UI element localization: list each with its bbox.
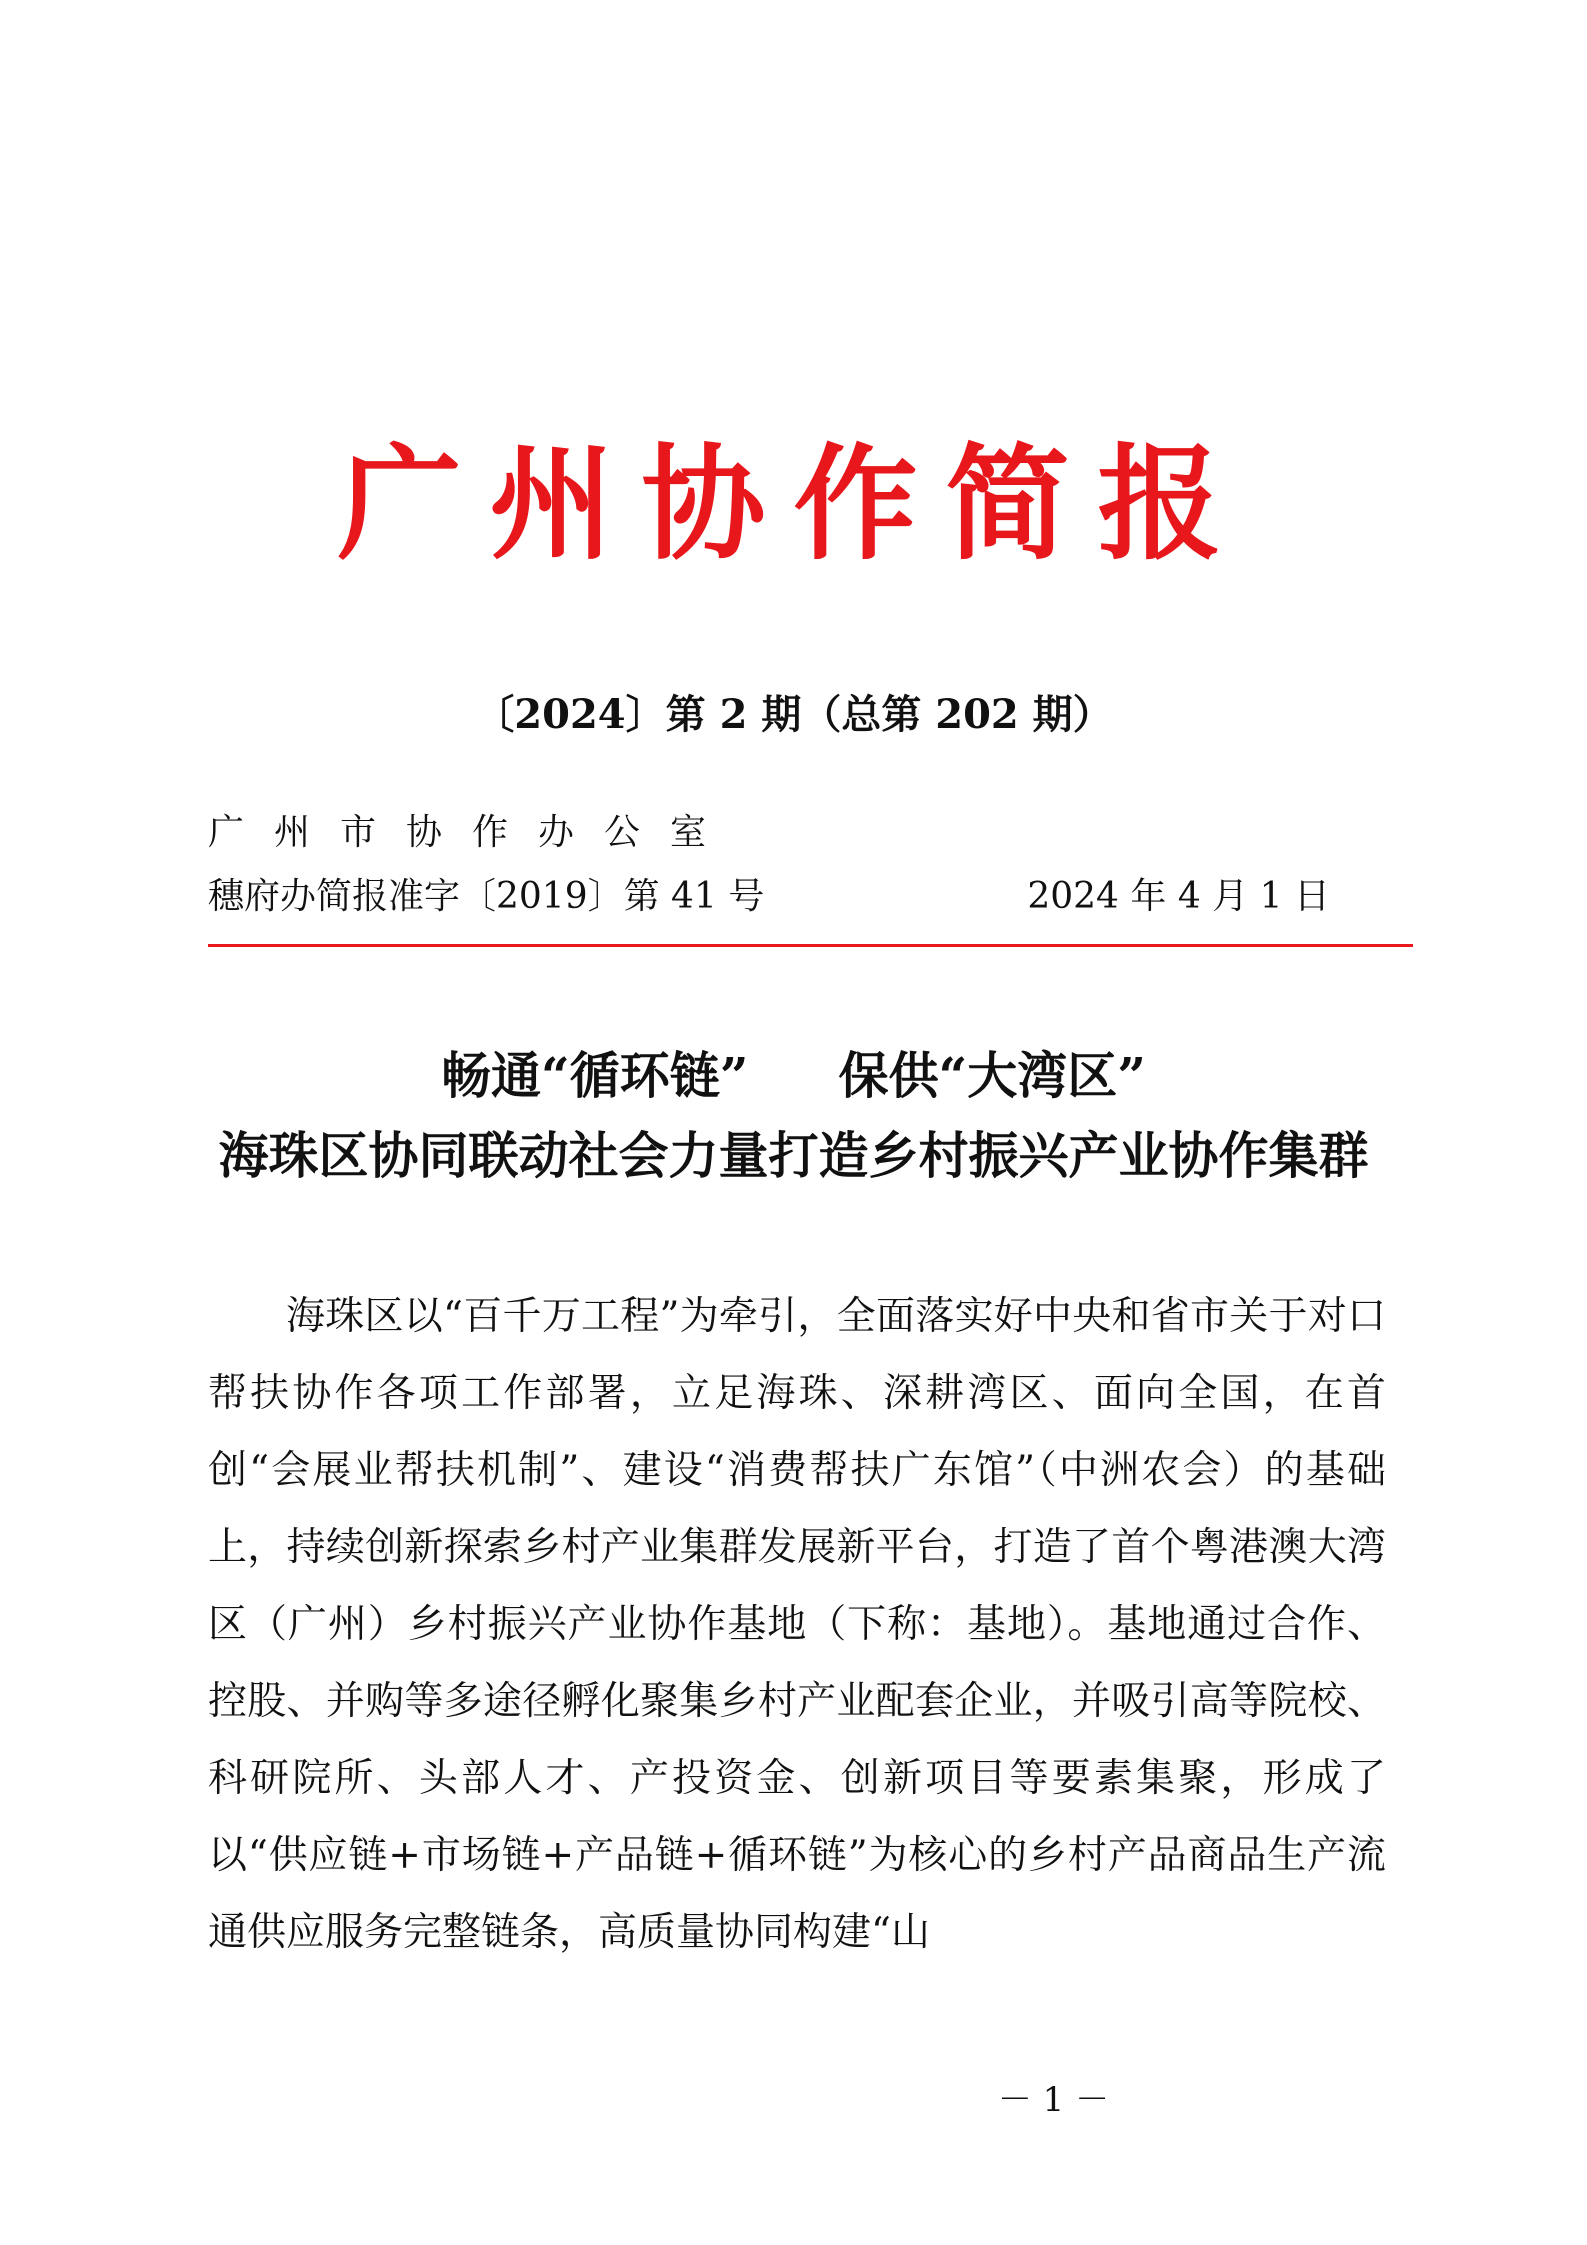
- article-body: [208, 1278, 1386, 1971]
- issuing-office: 广州市协作办公室: [208, 812, 737, 853]
- red-divider: [208, 944, 1413, 947]
- permit-number: 穗府办简报准字〔2019〕第 41 号: [208, 876, 765, 917]
- body-paragraph: 海珠区以“百千万工程”为牵引，全面落实好中央和省市关于对口帮扶协作各项工作部署，立足海珠、深耕湾区、面向全国，在首创“会展业帮扶机制”、建设“消费帮扶广东馆”（中洲农会）的基础上，持续创新探索乡村产业集群发展新平台，打造了首个粤港澳大湾区（广州）乡村振兴产业协作基地（下称：基地）。基地通过合作、控股、并购等多途径孵化聚集乡村产业配套企业，并吸引高等院校、科研院所、头部人才、产投资金、创新项目等要素集聚，形成了以“供应链+市场链+产品链+循环链”为核心的乡村产品商品生产流通供应服务完整链条，高质量协同构建“山: [208, 1294, 1386, 1955]
- article-subtitle: 海珠区协同联动社会力量打造乡村振兴产业协作集群: [218, 1126, 1369, 1185]
- issue-date: 2024 年 4 月 1 日: [1027, 876, 1330, 917]
- issue-number: 〔2024〕第 2 期（总第 202 期）: [474, 691, 1113, 738]
- article-title: [0, 1038, 1587, 1114]
- masthead-title: 广州协作简报: [337, 432, 1250, 577]
- article-title-left: 畅通“循环链”: [440, 1046, 749, 1105]
- article-title-right: 保供“大湾区”: [838, 1046, 1147, 1105]
- page-number: － 1 －: [997, 2080, 1110, 2120]
